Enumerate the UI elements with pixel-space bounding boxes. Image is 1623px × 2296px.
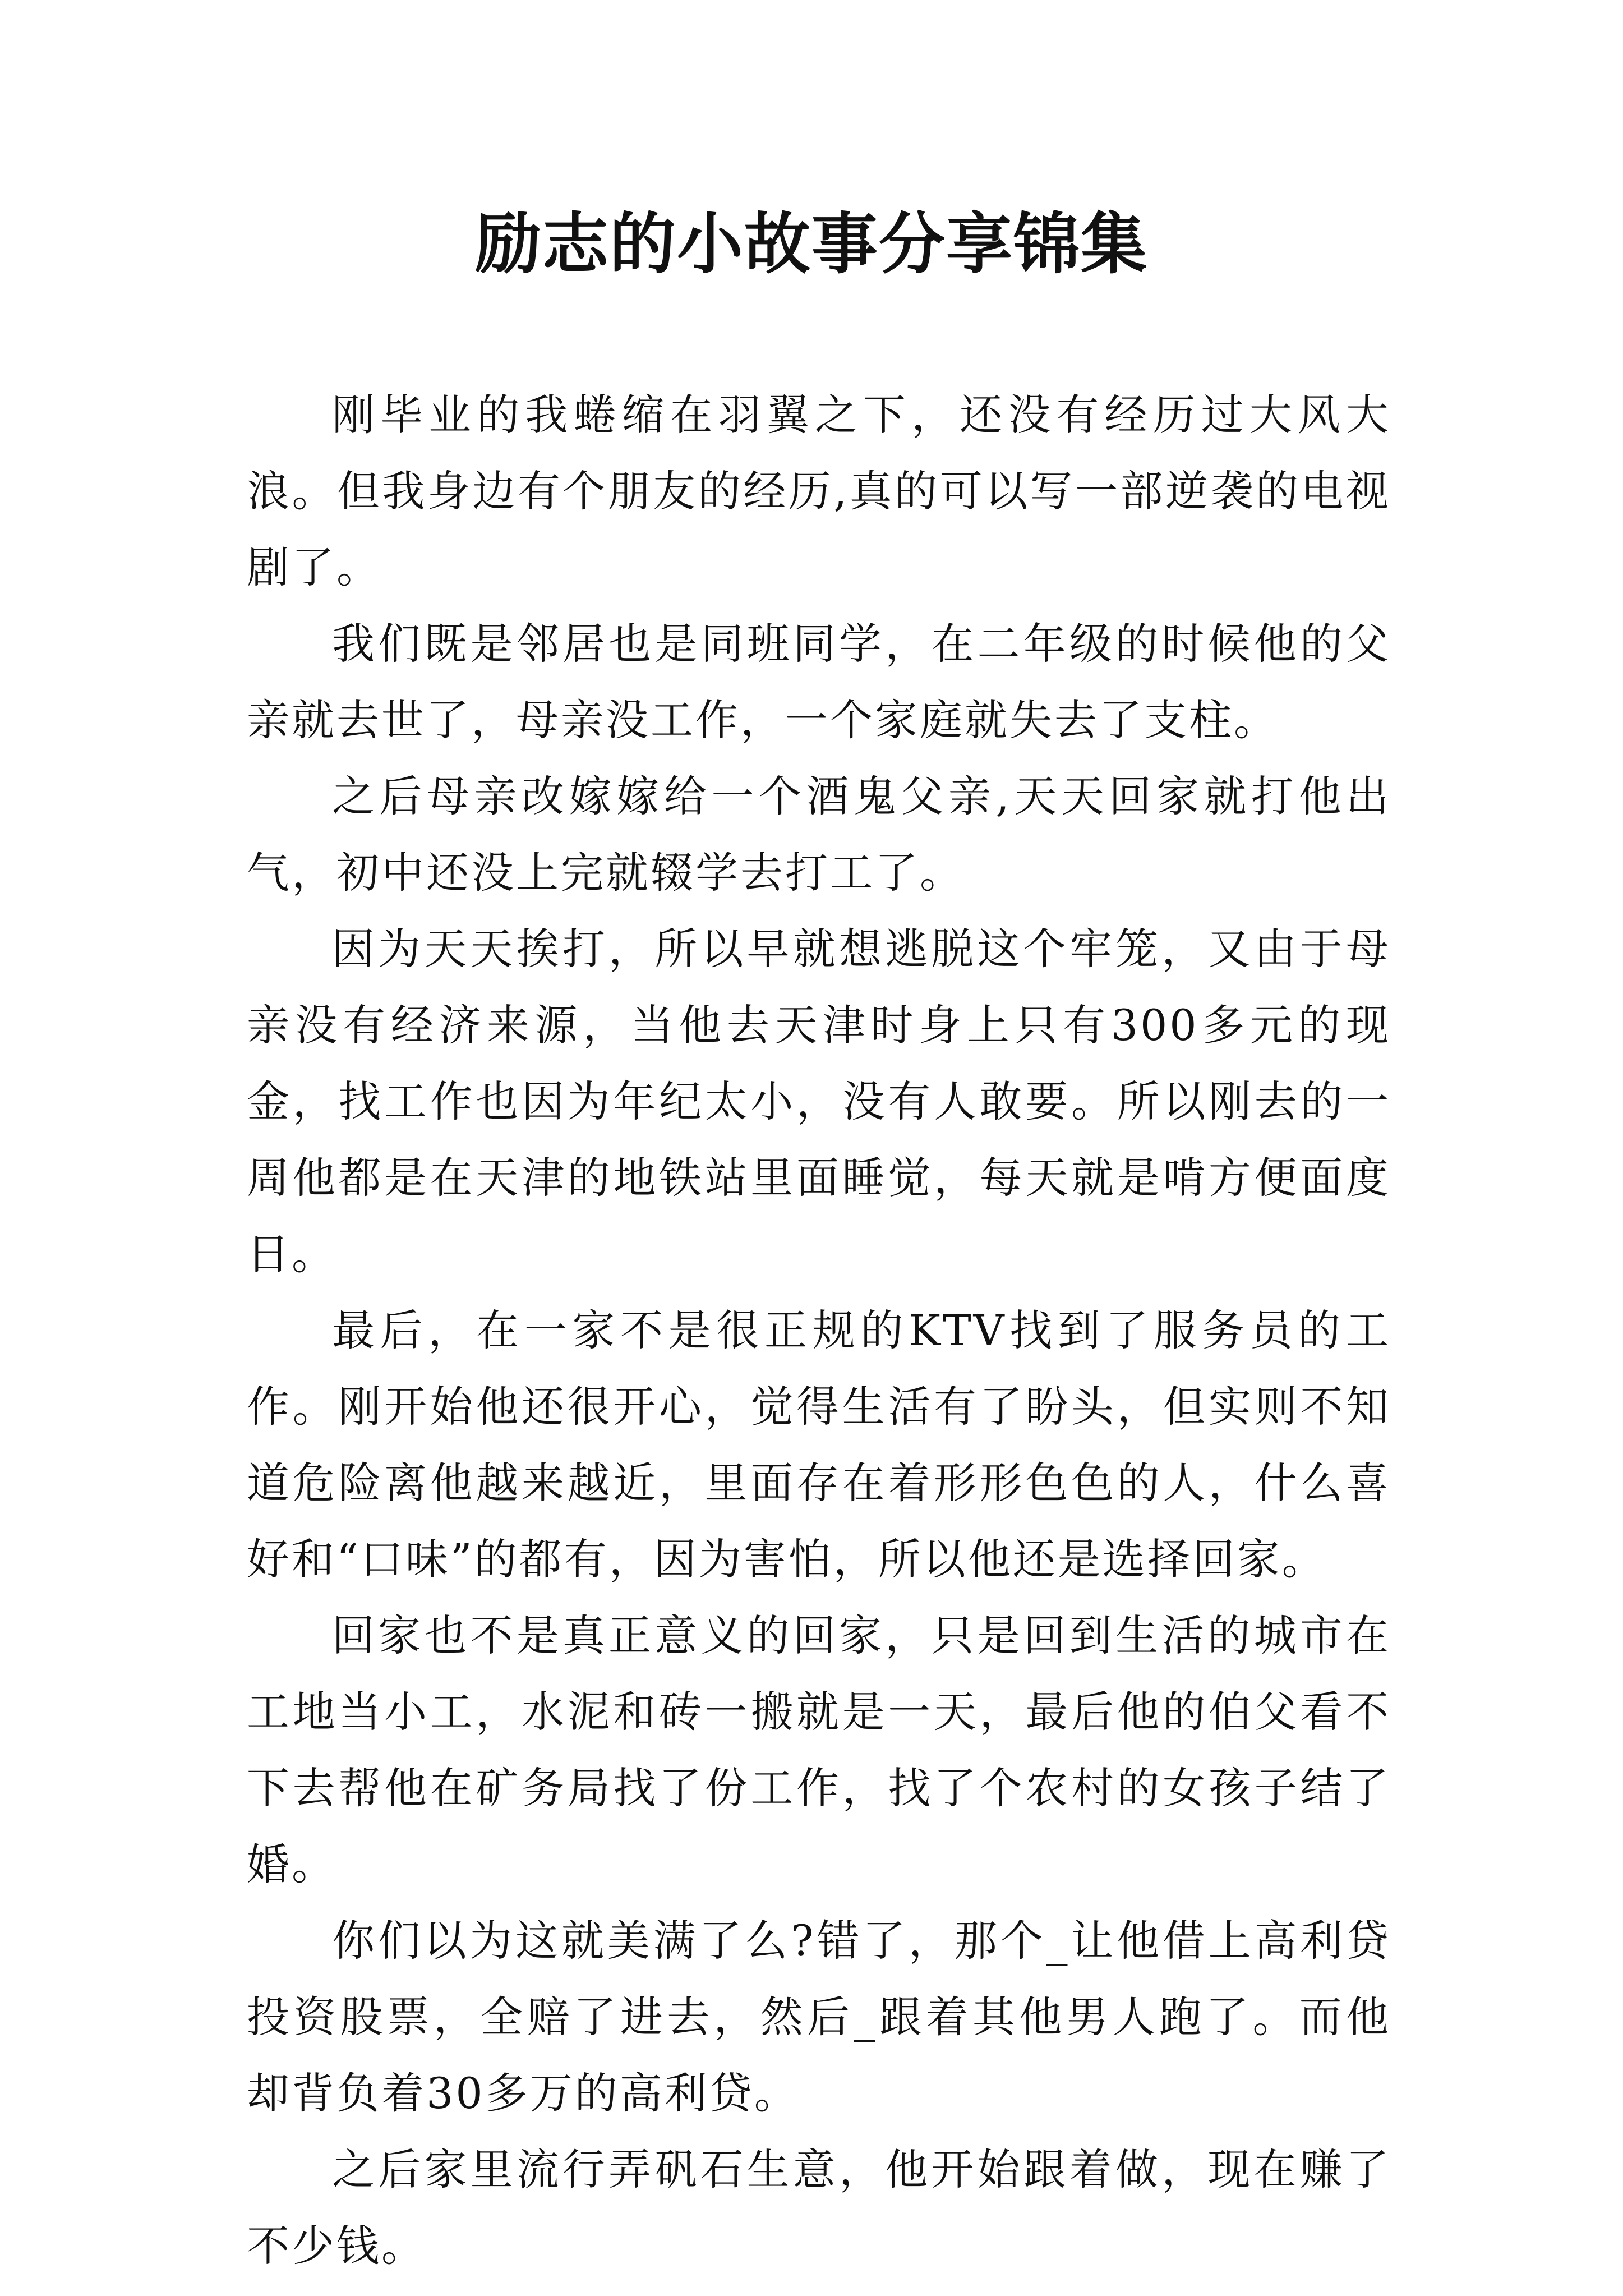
paragraph-5: 最后，在一家不是很正规的KTV找到了服务员的工作。刚开始他还很开心，觉得生活有了盼头，但实则不知道危险离他越来越近，里面存在着形形色色的人，什么喜好和“口味”的都有，因为害怕，所以他还是选择回家。: [247, 1305, 1391, 1584]
paragraph-7: 你们以为这就美满了么?错了，那个_让他借上高利贷投资股票，全赔了进去，然后_跟着其他男人跑了。而他却背负着30多万的高利贷。: [247, 1916, 1391, 2118]
document-body: [247, 377, 1391, 2284]
paragraph-3: 之后母亲改嫁嫁给一个酒鬼父亲,天天回家就打他出气，初中还没上完就辍学去打工了。: [247, 771, 1391, 898]
paragraph-4: 因为天天挨打，所以早就想逃脱这个牢笼，又由于母亲没有经济来源，当他去天津时身上只有300多元的现金，找工作也因为年纪太小，没有人敢要。所以刚去的一周他都是在天津的地铁站里面睡觉，每天就是啃方便面度日。: [247, 924, 1391, 1279]
paragraph-8: 之后家里流行弄矾石生意，他开始跟着做，现在赚了不少钱。: [247, 2145, 1391, 2271]
document-title: 励志的小故事分享锦集: [474, 205, 1148, 283]
paragraph-2: 我们既是邻居也是同班同学，在二年级的时候他的父亲就去世了，母亲没工作，一个家庭就失去了支柱。: [247, 619, 1391, 745]
paragraph-1: 刚毕业的我蜷缩在羽翼之下，还没有经历过大风大浪。但我身边有个朋友的经历,真的可以写一部逆袭的电视剧了。: [247, 390, 1391, 592]
paragraph-6: 回家也不是真正意义的回家，只是回到生活的城市在工地当小工，水泥和砖一搬就是一天，最后他的伯父看不下去帮他在矿务局找了份工作，找了个农村的女孩子结了婚。: [247, 1611, 1391, 1889]
